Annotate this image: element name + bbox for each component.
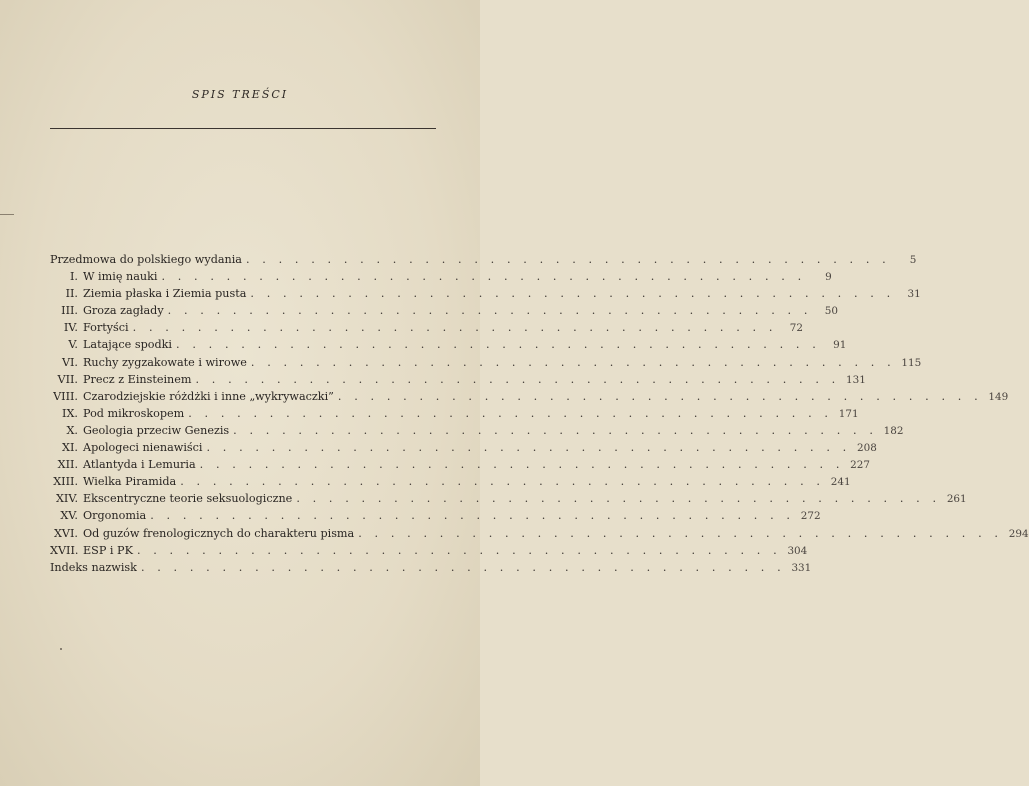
chapter-title: Wielka Piramida bbox=[83, 475, 177, 489]
chapter-number: XII. bbox=[57, 458, 78, 472]
dot-leader: . . . . . . . . . . . . . . . . . . . . . . . . . . . . . . . . . . . . . . . . bbox=[195, 372, 840, 386]
toc-entry bbox=[50, 268, 832, 285]
toc-entry bbox=[50, 525, 1029, 542]
dot-leader: . . . . . . . . . . . . . . . . . . . . . . . . . . . . . . . . . . . . . . . . bbox=[245, 253, 891, 266]
dot-leader: . . . . . . . . . . . . . . . . . . . . . . . . . . . . . . . . . . . . . . . . bbox=[206, 441, 851, 455]
margin-mark bbox=[0, 214, 14, 215]
chapter-title: Orgonomia bbox=[83, 509, 147, 523]
page-number: 5 bbox=[909, 254, 917, 266]
chapter-title: Geologia przeciw Genezis bbox=[83, 423, 230, 437]
toc-entry bbox=[50, 388, 1009, 405]
dot-leader: . . . . . . . . . . . . . . . . . . . . . . . . . . . . . . . . . . . . . . . . bbox=[176, 338, 821, 352]
page-number: 208 bbox=[857, 442, 877, 455]
dot-leader: . . . . . . . . . . . . . . . . . . . . . . . . . . . . . . . . . . . . . . . . bbox=[233, 423, 878, 437]
chapter-number: XV. bbox=[60, 509, 78, 523]
page-number: 131 bbox=[845, 373, 866, 386]
dot-leader: . . . . . . . . . . . . . . . . . . . . . . . . . . . . . . . . . . . . . . . . bbox=[199, 458, 844, 472]
chapter-title: Fortyści bbox=[83, 321, 129, 335]
chapter-title: Precz z Einsteinem bbox=[83, 372, 192, 386]
dot-leader: . . . . . . . . . . . . . . . . . . . . . . . . . . . . . . . . . . . . . . . . bbox=[132, 321, 777, 335]
page-number: 171 bbox=[838, 407, 859, 420]
dot-leader: . . . . . . . . . . . . . . . . . . . . . . . . . . . . . . . . . . . . . . . . bbox=[250, 287, 895, 301]
chapter-title: Ruchy zygzakowate i wirowe bbox=[83, 355, 247, 369]
page-number: 304 bbox=[787, 544, 808, 557]
chapter-title: ESP i PK bbox=[83, 543, 133, 557]
chapter-number: III. bbox=[61, 304, 78, 318]
table-of-contents bbox=[50, 251, 1029, 576]
chapter-title: Przedmowa do polskiego wydania bbox=[50, 253, 242, 266]
chapter-title: Pod mikroskopem bbox=[83, 406, 185, 420]
toc-entry bbox=[50, 456, 870, 473]
toc-entry bbox=[50, 354, 922, 371]
toc-entry bbox=[50, 507, 821, 524]
dot-leader: . . . . . . . . . . . . . . . . . . . . . . . . . . . . . . . . . . . . . . . . bbox=[167, 304, 812, 318]
chapter-title: Ziemia płaska i Ziemia pusta bbox=[83, 287, 247, 301]
toc-entry bbox=[50, 371, 866, 388]
page-number: 272 bbox=[800, 510, 821, 523]
chapter-number: XIV. bbox=[55, 492, 78, 506]
chapter-number: VIII. bbox=[53, 389, 78, 403]
toc-entry bbox=[50, 473, 851, 490]
page-title: SPIS TREŚCI bbox=[191, 88, 289, 101]
chapter-number: XIII. bbox=[53, 475, 78, 489]
dot-leader: . . . . . . . . . . . . . . . . . . . . . . . . . . . . . . . . . . . . . . . . bbox=[150, 509, 795, 523]
chapter-number: II. bbox=[65, 287, 78, 301]
page-number: 294 bbox=[1008, 527, 1029, 540]
dot-leader: . . . . . . . . . . . . . . . . . . . . . . . . . . . . . . . . . . . . . . . . bbox=[296, 492, 941, 506]
chapter-number: XI. bbox=[62, 441, 78, 455]
page-number: 227 bbox=[850, 459, 870, 472]
dot-leader: . . . . . . . . . . . . . . . . . . . . . . . . . . . . . . . . . . . . . . . . bbox=[161, 270, 806, 284]
toc-entry bbox=[50, 439, 877, 456]
chapter-number: XVII. bbox=[50, 543, 79, 557]
dot-leader: . . . . . . . . . . . . . . . . . . . . . . . . . . . . . . . . . . . . . . . . bbox=[188, 406, 833, 420]
page-number: 50 bbox=[824, 305, 838, 318]
page-number: 9 bbox=[825, 271, 832, 284]
toc-entry bbox=[50, 251, 917, 268]
toc-entry bbox=[50, 319, 803, 336]
dot-leader: . . . . . . . . . . . . . . . . . . . . . . . . . . . . . . . . . . . . . . . . bbox=[250, 355, 896, 369]
chapter-number: V. bbox=[68, 338, 78, 352]
page-number: 31 bbox=[907, 288, 921, 301]
toc-entry bbox=[50, 542, 808, 559]
page-number: 72 bbox=[789, 322, 803, 335]
chapter-title: Czarodziejskie różdżki i inne „wykrywaczki” bbox=[83, 389, 334, 403]
chapter-title: Groza zagłady bbox=[83, 304, 164, 318]
dot-leader: . . . . . . . . . . . . . . . . . . . . . . . . . . . . . . . . . . . . . . . . bbox=[358, 526, 1003, 540]
page-number: 261 bbox=[946, 493, 967, 506]
page-number: 149 bbox=[988, 390, 1009, 403]
chapter-title: Apologeci nienawiści bbox=[83, 441, 203, 455]
chapter-number: IV. bbox=[63, 321, 78, 335]
page-number: 331 bbox=[791, 561, 812, 574]
chapter-title: Ekscentryczne teorie seksuologiczne bbox=[83, 492, 293, 506]
toc-entry bbox=[50, 490, 967, 507]
chapter-title: Indeks nazwisk bbox=[50, 560, 137, 574]
dot-leader: . . . . . . . . . . . . . . . . . . . . . . . . . . . . . . . . . . . . . . . . bbox=[136, 543, 782, 557]
chapter-number: VII. bbox=[57, 372, 78, 386]
chapter-number: XVI. bbox=[53, 526, 78, 540]
page-number: 241 bbox=[830, 476, 851, 489]
toc-entry bbox=[50, 336, 847, 353]
chapter-number: I. bbox=[70, 270, 78, 284]
page-number: 91 bbox=[833, 339, 847, 352]
page-number: 182 bbox=[883, 424, 904, 437]
toc-entry bbox=[50, 302, 838, 319]
toc-entry bbox=[50, 422, 904, 439]
dot-leader: . . . . . . . . . . . . . . . . . . . . . . . . . . . . . . . . . . . . . . . . bbox=[337, 389, 983, 403]
title-rule bbox=[50, 128, 436, 129]
dot-leader: . . . . . . . . . . . . . . . . . . . . . . . . . . . . . . . . . . . . . . . . bbox=[140, 560, 786, 574]
toc-entry bbox=[50, 405, 859, 422]
dot-leader: . . . . . . . . . . . . . . . . . . . . . . . . . . . . . . . . . . . . . . . . bbox=[180, 475, 825, 489]
page-number: 115 bbox=[901, 356, 922, 369]
chapter-title: Latające spodki bbox=[83, 338, 173, 352]
chapter-number: VI. bbox=[61, 355, 78, 369]
chapter-title: Atlantyda i Lemuria bbox=[83, 458, 196, 472]
chapter-number: IX. bbox=[62, 406, 78, 420]
toc-entry bbox=[50, 285, 921, 302]
chapter-title: Od guzów frenologicznych do charakteru pisma bbox=[83, 526, 355, 540]
toc-entry bbox=[50, 559, 812, 576]
paper-speck bbox=[60, 648, 62, 650]
chapter-title: W imię nauki bbox=[83, 270, 158, 284]
chapter-number: X. bbox=[66, 423, 78, 437]
